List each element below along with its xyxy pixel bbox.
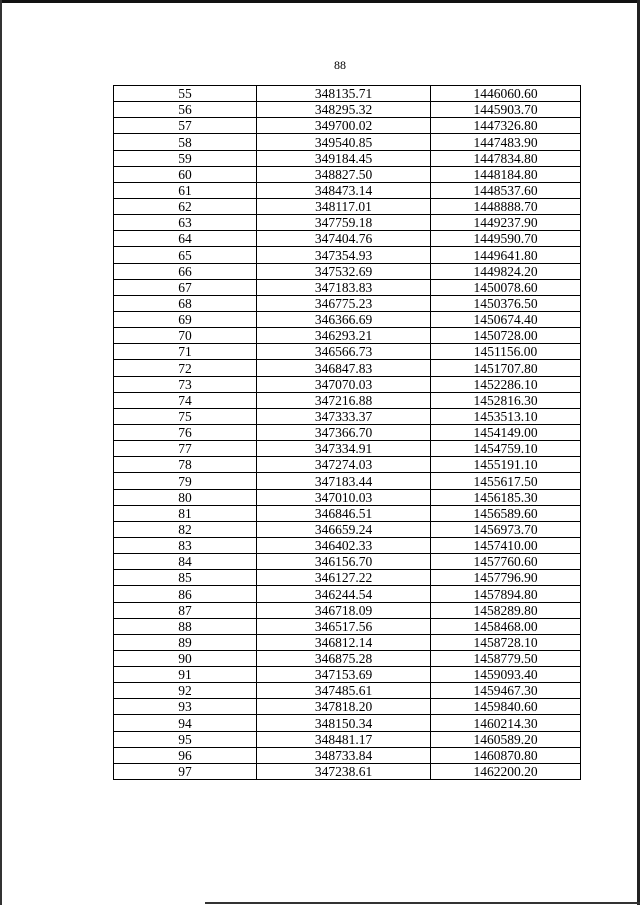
y-coordinate-cell: 1450674.40 xyxy=(431,311,581,327)
y-coordinate-cell: 1462200.20 xyxy=(431,763,581,779)
point-number-cell: 66 xyxy=(114,263,257,279)
y-coordinate-cell: 1457894.80 xyxy=(431,586,581,602)
y-coordinate-cell: 1458468.00 xyxy=(431,618,581,634)
point-number-cell: 67 xyxy=(114,279,257,295)
point-number-cell: 65 xyxy=(114,247,257,263)
x-coordinate-cell: 346566.73 xyxy=(257,344,431,360)
point-number-cell: 71 xyxy=(114,344,257,360)
table-row xyxy=(114,86,581,102)
x-coordinate-cell: 348135.71 xyxy=(257,86,431,102)
point-number-cell: 88 xyxy=(114,618,257,634)
x-coordinate-cell: 346517.56 xyxy=(257,618,431,634)
table-row xyxy=(114,118,581,134)
point-number-cell: 74 xyxy=(114,392,257,408)
point-number-cell: 76 xyxy=(114,424,257,440)
point-number-cell: 63 xyxy=(114,215,257,231)
table-row xyxy=(114,182,581,198)
x-coordinate-cell: 347334.91 xyxy=(257,441,431,457)
y-coordinate-cell: 1447834.80 xyxy=(431,150,581,166)
point-number-cell: 87 xyxy=(114,602,257,618)
table-row xyxy=(114,376,581,392)
table-row xyxy=(114,683,581,699)
x-coordinate-cell: 347532.69 xyxy=(257,263,431,279)
x-coordinate-cell: 348473.14 xyxy=(257,182,431,198)
point-number-cell: 70 xyxy=(114,328,257,344)
table-row xyxy=(114,602,581,618)
y-coordinate-cell: 1457410.00 xyxy=(431,537,581,553)
y-coordinate-cell: 1460870.80 xyxy=(431,747,581,763)
table-row xyxy=(114,699,581,715)
point-number-cell: 78 xyxy=(114,457,257,473)
table-row xyxy=(114,763,581,779)
y-coordinate-cell: 1454759.10 xyxy=(431,441,581,457)
x-coordinate-cell: 347366.70 xyxy=(257,424,431,440)
x-coordinate-cell: 347485.61 xyxy=(257,683,431,699)
x-coordinate-cell: 347238.61 xyxy=(257,763,431,779)
y-coordinate-cell: 1458779.50 xyxy=(431,650,581,666)
y-coordinate-cell: 1451707.80 xyxy=(431,360,581,376)
x-coordinate-cell: 348295.32 xyxy=(257,102,431,118)
y-coordinate-cell: 1453513.10 xyxy=(431,408,581,424)
y-coordinate-cell: 1449590.70 xyxy=(431,231,581,247)
x-coordinate-cell: 349184.45 xyxy=(257,150,431,166)
x-coordinate-cell: 347759.18 xyxy=(257,215,431,231)
y-coordinate-cell: 1459840.60 xyxy=(431,699,581,715)
point-number-cell: 92 xyxy=(114,683,257,699)
table-row xyxy=(114,667,581,683)
table-row xyxy=(114,198,581,214)
y-coordinate-cell: 1448537.60 xyxy=(431,182,581,198)
y-coordinate-cell: 1456973.70 xyxy=(431,521,581,537)
page-number: 88 xyxy=(334,58,346,72)
y-coordinate-cell: 1459093.40 xyxy=(431,667,581,683)
y-coordinate-cell: 1460214.30 xyxy=(431,715,581,731)
table-row xyxy=(114,392,581,408)
table-row xyxy=(114,586,581,602)
x-coordinate-cell: 347216.88 xyxy=(257,392,431,408)
x-coordinate-cell: 347010.03 xyxy=(257,489,431,505)
y-coordinate-cell: 1450376.50 xyxy=(431,295,581,311)
y-coordinate-cell: 1449237.90 xyxy=(431,215,581,231)
x-coordinate-cell: 347153.69 xyxy=(257,667,431,683)
point-number-cell: 72 xyxy=(114,360,257,376)
x-coordinate-cell: 346775.23 xyxy=(257,295,431,311)
table-row xyxy=(114,618,581,634)
point-number-cell: 60 xyxy=(114,166,257,182)
x-coordinate-cell: 347274.03 xyxy=(257,457,431,473)
y-coordinate-cell: 1447326.80 xyxy=(431,118,581,134)
y-coordinate-cell: 1449641.80 xyxy=(431,247,581,263)
x-coordinate-cell: 348827.50 xyxy=(257,166,431,182)
point-number-cell: 64 xyxy=(114,231,257,247)
table-row xyxy=(114,489,581,505)
point-number-cell: 85 xyxy=(114,570,257,586)
scan-border-left xyxy=(0,0,2,905)
point-number-cell: 94 xyxy=(114,715,257,731)
table-row xyxy=(114,166,581,182)
x-coordinate-cell: 346847.83 xyxy=(257,360,431,376)
x-coordinate-cell: 346846.51 xyxy=(257,505,431,521)
x-coordinate-cell: 346127.22 xyxy=(257,570,431,586)
table-row xyxy=(114,344,581,360)
table-row xyxy=(114,279,581,295)
table-row xyxy=(114,650,581,666)
y-coordinate-cell: 1451156.00 xyxy=(431,344,581,360)
point-number-cell: 75 xyxy=(114,408,257,424)
table-row xyxy=(114,554,581,570)
y-coordinate-cell: 1456185.30 xyxy=(431,489,581,505)
point-number-cell: 80 xyxy=(114,489,257,505)
x-coordinate-cell: 347183.44 xyxy=(257,473,431,489)
x-coordinate-cell: 347183.83 xyxy=(257,279,431,295)
point-number-cell: 61 xyxy=(114,182,257,198)
table-row xyxy=(114,215,581,231)
point-number-cell: 56 xyxy=(114,102,257,118)
coordinate-table xyxy=(113,85,581,780)
x-coordinate-cell: 346156.70 xyxy=(257,554,431,570)
y-coordinate-cell: 1449824.20 xyxy=(431,263,581,279)
y-coordinate-cell: 1450078.60 xyxy=(431,279,581,295)
y-coordinate-cell: 1455191.10 xyxy=(431,457,581,473)
y-coordinate-cell: 1445903.70 xyxy=(431,102,581,118)
table-row xyxy=(114,231,581,247)
point-number-cell: 86 xyxy=(114,586,257,602)
y-coordinate-cell: 1452286.10 xyxy=(431,376,581,392)
table-row xyxy=(114,747,581,763)
scan-border-top xyxy=(0,0,640,3)
point-number-cell: 77 xyxy=(114,441,257,457)
point-number-cell: 90 xyxy=(114,650,257,666)
point-number-cell: 68 xyxy=(114,295,257,311)
table-row xyxy=(114,311,581,327)
x-coordinate-cell: 346718.09 xyxy=(257,602,431,618)
x-coordinate-cell: 346402.33 xyxy=(257,537,431,553)
x-coordinate-cell: 349540.85 xyxy=(257,134,431,150)
point-number-cell: 62 xyxy=(114,198,257,214)
table-row xyxy=(114,360,581,376)
y-coordinate-cell: 1454149.00 xyxy=(431,424,581,440)
x-coordinate-cell: 347354.93 xyxy=(257,247,431,263)
table-row xyxy=(114,570,581,586)
point-number-cell: 69 xyxy=(114,311,257,327)
table-row xyxy=(114,150,581,166)
coordinate-table-body xyxy=(114,86,581,780)
point-number-cell: 84 xyxy=(114,554,257,570)
point-number-cell: 57 xyxy=(114,118,257,134)
point-number-cell: 95 xyxy=(114,731,257,747)
y-coordinate-cell: 1458289.80 xyxy=(431,602,581,618)
x-coordinate-cell: 346293.21 xyxy=(257,328,431,344)
point-number-cell: 73 xyxy=(114,376,257,392)
point-number-cell: 83 xyxy=(114,537,257,553)
y-coordinate-cell: 1446060.60 xyxy=(431,86,581,102)
point-number-cell: 58 xyxy=(114,134,257,150)
x-coordinate-cell: 347070.03 xyxy=(257,376,431,392)
point-number-cell: 81 xyxy=(114,505,257,521)
y-coordinate-cell: 1460589.20 xyxy=(431,731,581,747)
table-row xyxy=(114,441,581,457)
x-coordinate-cell: 347333.37 xyxy=(257,408,431,424)
table-row xyxy=(114,473,581,489)
point-number-cell: 79 xyxy=(114,473,257,489)
point-number-cell: 93 xyxy=(114,699,257,715)
table-row xyxy=(114,263,581,279)
x-coordinate-cell: 349700.02 xyxy=(257,118,431,134)
y-coordinate-cell: 1458728.10 xyxy=(431,634,581,650)
table-row xyxy=(114,634,581,650)
table-row xyxy=(114,424,581,440)
y-coordinate-cell: 1459467.30 xyxy=(431,683,581,699)
point-number-cell: 89 xyxy=(114,634,257,650)
table-row xyxy=(114,102,581,118)
x-coordinate-cell: 346812.14 xyxy=(257,634,431,650)
table-row xyxy=(114,457,581,473)
x-coordinate-cell: 347818.20 xyxy=(257,699,431,715)
point-number-cell: 96 xyxy=(114,747,257,763)
point-number-cell: 97 xyxy=(114,763,257,779)
table-row xyxy=(114,408,581,424)
x-coordinate-cell: 346659.24 xyxy=(257,521,431,537)
x-coordinate-cell: 346244.54 xyxy=(257,586,431,602)
x-coordinate-cell: 347404.76 xyxy=(257,231,431,247)
point-number-cell: 59 xyxy=(114,150,257,166)
table-row xyxy=(114,295,581,311)
table-row xyxy=(114,328,581,344)
table-row xyxy=(114,731,581,747)
table-row xyxy=(114,134,581,150)
x-coordinate-cell: 348733.84 xyxy=(257,747,431,763)
y-coordinate-cell: 1448184.80 xyxy=(431,166,581,182)
y-coordinate-cell: 1457760.60 xyxy=(431,554,581,570)
table-row xyxy=(114,247,581,263)
y-coordinate-cell: 1447483.90 xyxy=(431,134,581,150)
point-number-cell: 55 xyxy=(114,86,257,102)
table-row xyxy=(114,715,581,731)
y-coordinate-cell: 1456589.60 xyxy=(431,505,581,521)
y-coordinate-cell: 1448888.70 xyxy=(431,198,581,214)
x-coordinate-cell: 346875.28 xyxy=(257,650,431,666)
table-row xyxy=(114,521,581,537)
y-coordinate-cell: 1455617.50 xyxy=(431,473,581,489)
x-coordinate-cell: 346366.69 xyxy=(257,311,431,327)
y-coordinate-cell: 1450728.00 xyxy=(431,328,581,344)
y-coordinate-cell: 1457796.90 xyxy=(431,570,581,586)
scan-border-bottom xyxy=(205,902,640,904)
x-coordinate-cell: 348150.34 xyxy=(257,715,431,731)
x-coordinate-cell: 348117.01 xyxy=(257,198,431,214)
x-coordinate-cell: 348481.17 xyxy=(257,731,431,747)
table-row xyxy=(114,505,581,521)
point-number-cell: 82 xyxy=(114,521,257,537)
table-row xyxy=(114,537,581,553)
point-number-cell: 91 xyxy=(114,667,257,683)
y-coordinate-cell: 1452816.30 xyxy=(431,392,581,408)
